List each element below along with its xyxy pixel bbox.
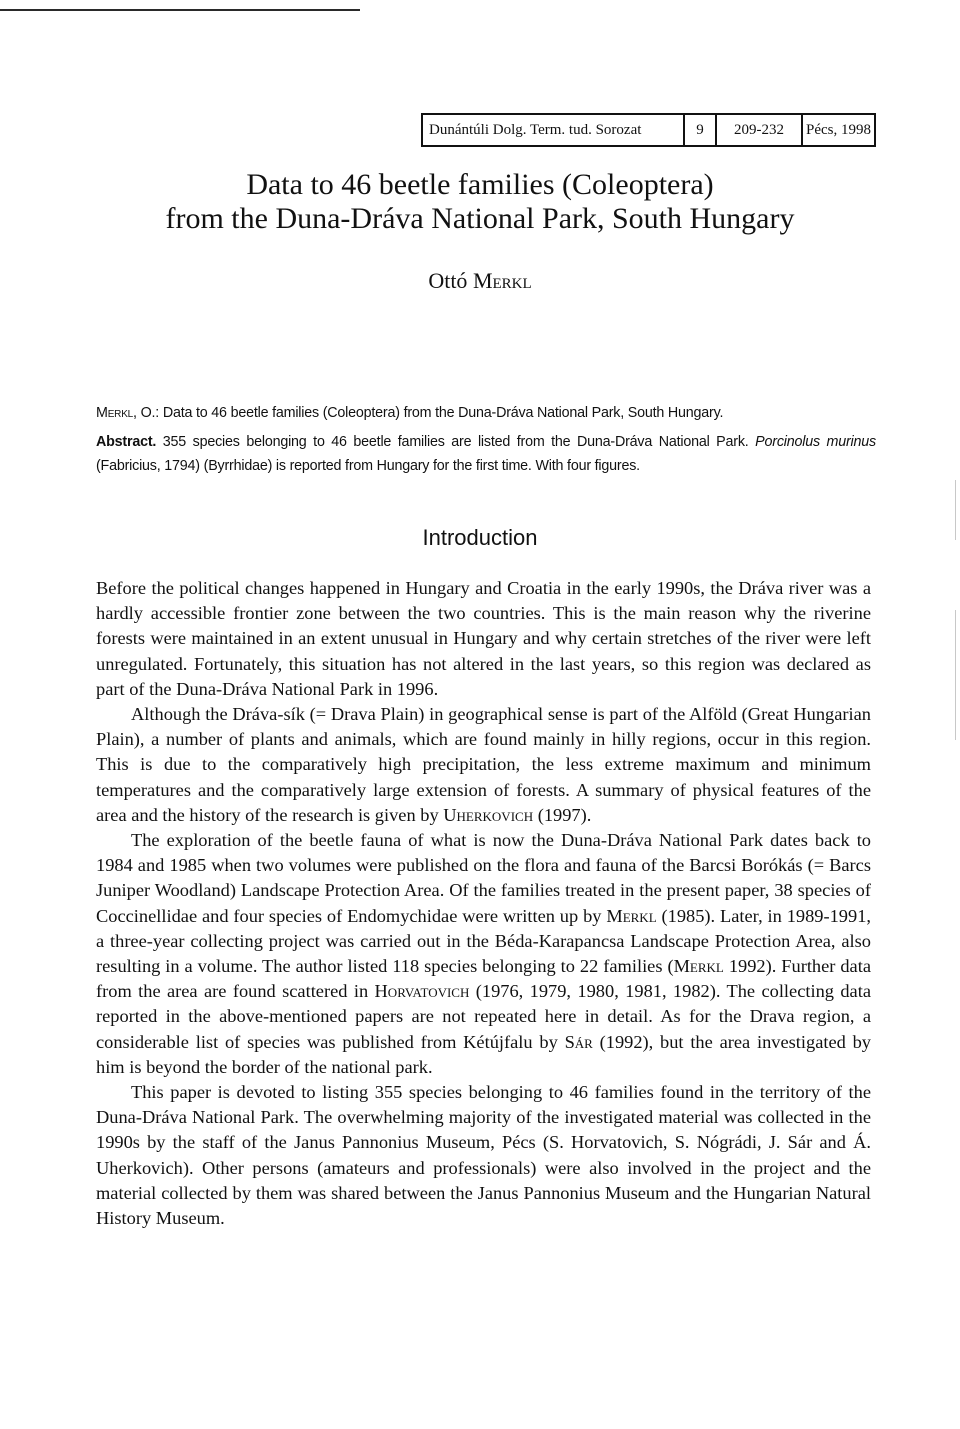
paragraph-3-text-c: 1992). Further data from the area are found scattered in — [96, 956, 871, 1002]
paragraph-3-ref-2: Merkl — [673, 956, 724, 977]
section-heading-introduction: Introduction — [422, 525, 538, 550]
introduction-body — [96, 576, 871, 1231]
paragraph-1: Before the political changes happened in Hungary and Croatia in the early 1990s, the Dráva river was a hardly accessible frontier zone between the two countries. This is the main reason why the riverine forests were maintained in an extent unusual in Hungary and why certain stretches of the river were left unregulated. Fortunately, this situation has not altered in the last years, so this region was declared as part of the Duna-Dráva National Park in 1996. — [96, 578, 871, 699]
paragraph-3-text-e: (1992), but the area investigated by him is beyond the border of the national park. — [96, 1031, 871, 1077]
paragraph-3-ref-1: Merkl — [606, 905, 657, 926]
journal-pages: 209-232 — [717, 115, 803, 145]
journal-place-year: Pécs, 1998 — [806, 122, 871, 138]
paragraph-3-text-d: (1976, 1979, 1980, 1981, 1982). The collecting data reported in the above-mentioned papers are not repeated here in detail. As for the Drava region, a considerable list of species was published from Kétújfalu by — [96, 981, 871, 1052]
paper-title-line-2: from the Duna-Dráva National Park, South Hungary — [165, 202, 795, 235]
paragraph-3-text-b: (1985). Later, in 1989-1991, a three-year collecting project was carried out in the Béda-Karapancsa Landscape Protection Area, also resulting in a volume. The author listed 118 species belonging to 22 families ( — [96, 905, 871, 977]
paragraph-3-ref-3: Horvatovich — [374, 981, 470, 1002]
abstract — [96, 430, 876, 478]
journal-header-box — [421, 113, 876, 147]
abstract-species: Porcinolus murinus — [755, 434, 876, 450]
paragraph-3 — [96, 828, 871, 1080]
author-last-name: Merkl — [472, 268, 532, 293]
paragraph-2-text-b: (1997). — [533, 804, 592, 825]
scan-edge-mark — [955, 610, 956, 740]
abstract-text-1: 355 species belonging to 46 beetle families are listed from the Duna-Dráva National Park. — [156, 434, 756, 450]
paragraph-2 — [96, 702, 871, 828]
author-first-name: Ottó — [428, 268, 468, 293]
abstract-text-2: (Fabricius, 1794) (Byrrhidae) is reported from Hungary for the first time. With four figures. — [96, 458, 640, 474]
citation-text: , O.: Data to 46 beetle families (Coleoptera) from the Duna-Dráva National Park, South Hungary. — [133, 405, 724, 421]
citation — [96, 402, 876, 425]
paper-title — [0, 168, 960, 236]
paragraph-2-text-a: Although the Dráva-sík (= Drava Plain) in geographical sense is part of the Alföld (Great Hungarian Plain), a number of plants and animals, which are found mainly in hilly regions, occur in this region. This is due to the comparatively high precipitation, the less extreme maximum and minimum temperatures and the comparatively large extension of forests. A summary of physical features of the area and the history of the research is given by — [96, 704, 871, 825]
paper-title-line-1: Data to 46 beetle families (Coleoptera) — [246, 168, 714, 201]
journal-volume: 9 — [685, 115, 717, 145]
abstract-label: Abstract. — [96, 434, 157, 450]
paragraph-4: This paper is devoted to listing 355 species belonging to 46 families found in the territory of the Duna-Dráva National Park. The overwhelming majority of the investigated material was collected in the 1990s by the staff of the Janus Pannonius Museum, Pécs (S. Horvatovich, S. Nógrádi, J. Sár and Á. Uherkovich). Other persons (amateurs and professionals) were also involved in the project and the material collected by them was shared between the Janus Pannonius Museum and the Hungarian Natural History Museum. — [96, 1082, 871, 1229]
citation-author: Merkl — [96, 405, 134, 421]
journal-name: Dunántúli Dolg. Term. tud. Sorozat — [423, 115, 685, 145]
paragraph-3-ref-4: Sár — [564, 1031, 593, 1052]
scan-top-rule — [0, 9, 360, 11]
author-line — [0, 268, 960, 294]
paragraph-2-ref: Uherkovich — [443, 804, 534, 825]
paragraph-3-text-a: The exploration of the beetle fauna of what is now the Duna-Dráva National Park dates back to 1984 and 1985 when two volumes were published on the flora and fauna of the Barcsi Borókás (= Barcs Juniper Woodland) Landscape Protection Area. Of the families treated in the present paper, 38 species of Coccinellidae and four species of Endomychidae were written up by — [96, 830, 871, 926]
